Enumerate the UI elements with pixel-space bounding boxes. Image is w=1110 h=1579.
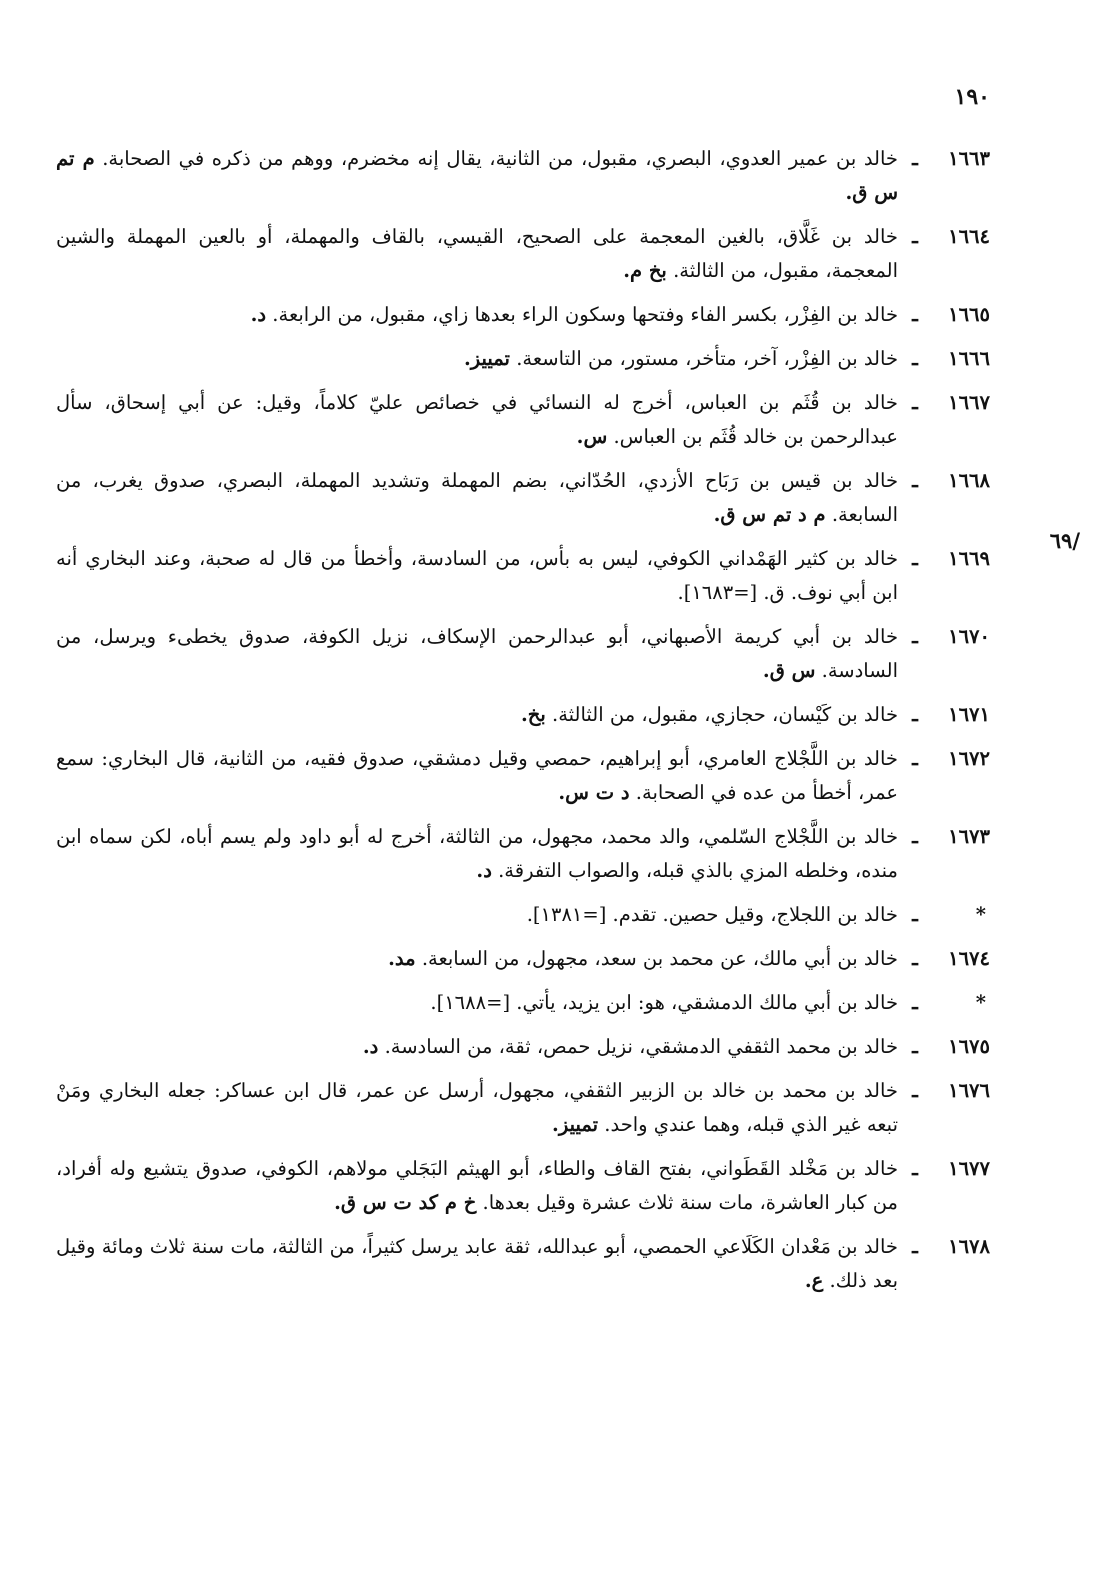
entry xyxy=(56,342,990,376)
entry-text xyxy=(56,542,898,610)
entry-number: ١٦٦٥ xyxy=(948,303,990,326)
entry-text xyxy=(56,1074,898,1142)
entry-body: خالد بن كثير الهَمْداني الكوفي، ليس به بأس، من السادسة، وأخطأ من قال له صحبة، وعند البخاري أنه ابن أبي نوف. ق. [=١٦٨٣]. xyxy=(56,547,898,604)
entry xyxy=(56,1230,990,1298)
entry-dash: ـ xyxy=(912,747,918,770)
entry-number: ١٦٦٧ xyxy=(948,391,990,414)
entry-dash: ـ xyxy=(912,903,918,926)
entry-symbols: خ م كد ت س ق. xyxy=(334,1191,477,1214)
entry-symbols: بخ. xyxy=(520,703,546,726)
entry-symbols: د. xyxy=(250,303,267,326)
entry-body: خالد بن الفِزْر، بكسر الفاء وفتحها وسكون الراء بعدها زاي، مقبول، من الرابعة. xyxy=(272,303,898,326)
entry-body: خالد بن قُثَم بن العباس، أخرج له النسائي في خصائص عليّ كلاماً، وقيل: عن أبي إسحاق، سأل عبدالرحمن بن خالد قُثَم بن العباس. xyxy=(56,391,898,448)
entry-dash: ـ xyxy=(912,303,918,326)
entry-body: خالد بن الفِزْر، آخر، متأخر، مستور، من التاسعة. xyxy=(516,347,898,370)
entry-body: خالد بن محمد بن خالد بن الزبير الثقفي، مجهول، أرسل عن عمر، قال ابن عساكر: جعله البخاري ومَنْ تبعه غير الذي قبله، وهما عندي واحد. xyxy=(56,1079,898,1136)
entry-text xyxy=(56,698,898,732)
entries-list xyxy=(56,142,990,1308)
entry-symbols: تمييز. xyxy=(552,1113,599,1136)
entry-dash: ـ xyxy=(912,947,918,970)
entry-dash: ـ xyxy=(912,625,918,648)
entry-dash: ـ xyxy=(912,1235,918,1258)
entry-number: ١٦٦٤ xyxy=(948,225,990,248)
entry-number: ١٦٦٦ xyxy=(948,347,990,370)
entry-body: خالد بن مَخْلد القَطَواني، بفتح القاف والطاء، أبو الهيثم البَجَلي مولاهم، الكوفي، صدوق يتشيع وله أفراد، من كبار العاشرة، مات سنة ثلاث عشرة وقيل بعدها. xyxy=(56,1157,898,1214)
entry-number: ١٦٧٦ xyxy=(948,1079,990,1102)
entry-body: خالد بن أبي مالك الدمشقي، هو: ابن يزيد، يأتي. [=١٦٨٨]. xyxy=(430,991,898,1014)
entry-symbols: م د تم س ق. xyxy=(713,503,826,526)
entry-text xyxy=(56,342,898,376)
entry-body: خالد بن غَلَّاق، بالغين المعجمة على الصحيح، القيسي، بالقاف والمهملة، أو بالعين المهملة والشين المعجمة، مقبول، من الثالثة. xyxy=(56,225,898,282)
entry-symbols: بخ م. xyxy=(623,259,667,282)
entry-dash: ـ xyxy=(912,1035,918,1058)
entry-dash: ـ xyxy=(912,391,918,414)
entry-dash: ـ xyxy=(912,469,918,492)
entry-number: ١٦٧٤ xyxy=(948,947,990,970)
entry-text xyxy=(56,986,898,1020)
entry-text xyxy=(56,298,898,332)
entry-number: ١٦٧٠ xyxy=(948,625,990,648)
entry-dash: ـ xyxy=(912,1079,918,1102)
entry-text xyxy=(56,742,898,810)
entry-body: خالد بن كَيْسان، حجازي، مقبول، من الثالثة. xyxy=(552,703,898,726)
entry-text xyxy=(56,464,898,532)
page-number: ١٩٠ xyxy=(954,84,990,110)
entry-number: ١٦٧٣ xyxy=(948,825,990,848)
entry xyxy=(56,1074,990,1142)
entry-body: خالد بن اللَّجْلاج السّلمي، والد محمد، مجهول، من الثالثة، أخرج له أبو داود ولم يسم أباه، لكن سماه ابن منده، وخلطه المزي بالذي قبله، والصواب التفرقة. xyxy=(56,825,898,882)
entry-number: ١٦٧٢ xyxy=(948,747,990,770)
entry xyxy=(56,620,990,688)
entry-number: ١٦٦٨ xyxy=(948,469,990,492)
entry-symbols: د ت س. xyxy=(558,781,630,804)
entry-number: ١٦٦٣ xyxy=(948,147,990,170)
entry xyxy=(56,820,990,888)
entry-body: خالد بن محمد الثقفي الدمشقي، نزيل حمص، ثقة، من السادسة. xyxy=(384,1035,898,1058)
entry-dash: ـ xyxy=(912,825,918,848)
entry-dash: ـ xyxy=(912,347,918,370)
entry-symbols: س. xyxy=(576,425,608,448)
entry-body: خالد بن قيس بن رَبَاح الأزدي، الحُدّاني، بضم المهملة وتشديد المهملة، البصري، صدوق يغرب، من السابعة. xyxy=(56,469,898,526)
entry-symbols: د. xyxy=(476,859,492,882)
entry-dash: ـ xyxy=(912,1157,918,1180)
entry-dash: ـ xyxy=(912,225,918,248)
entry-symbols: م تم س ق. xyxy=(56,147,898,204)
entry-body: خالد بن مَعْدان الكَلَاعي الحمصي، أبو عبدالله، ثقة عابد يرسل كثيراً، من الثالثة، مات سنة ثلاث ومائة وقيل بعد ذلك. xyxy=(56,1235,898,1292)
entry-text xyxy=(56,386,898,454)
entry-body: خالد بن اللَّجْلاج العامري، أبو إبراهيم، حمصي وقيل دمشقي، صدوق فقيه، من الثانية، قال البخاري: سمع عمر، أخطأ من عده في الصحابة. xyxy=(56,747,898,804)
entry xyxy=(56,1152,990,1220)
entry-text xyxy=(56,620,898,688)
entry xyxy=(56,142,990,210)
entry-body: خالد بن أبي مالك، عن محمد بن سعد، مجهول، من السابعة. xyxy=(421,947,898,970)
cross-reference-star: * xyxy=(975,903,986,926)
entry xyxy=(56,386,990,454)
entry-number: ١٦٦٩ xyxy=(948,547,990,570)
entry-text xyxy=(56,220,898,288)
margin-note: ٦٩/ xyxy=(1049,528,1080,553)
entry-number: ١٦٧٥ xyxy=(948,1035,990,1058)
entry-cross-reference xyxy=(56,986,990,1020)
entry xyxy=(56,298,990,332)
entry-body: خالد بن اللجلاج، وقيل حصين. تقدم. [=١٣٨١]. xyxy=(526,903,898,926)
entry-text xyxy=(56,142,898,210)
entry-text xyxy=(56,1152,898,1220)
entry-symbols: مد. xyxy=(388,947,416,970)
entry-text xyxy=(56,1230,898,1298)
entry-symbols: س ق. xyxy=(762,659,816,682)
cross-reference-star: * xyxy=(975,991,986,1014)
entry-text xyxy=(56,942,898,976)
entry-dash: ـ xyxy=(912,147,918,170)
entry-symbols: تمييز. xyxy=(463,347,510,370)
entry-text xyxy=(56,820,898,888)
entry xyxy=(56,698,990,732)
entry-symbols: ع. xyxy=(804,1269,824,1292)
entry-dash: ـ xyxy=(912,703,918,726)
entry-number: ١٦٧٨ xyxy=(948,1235,990,1258)
entry xyxy=(56,464,990,532)
entry xyxy=(56,742,990,810)
entry-dash: ـ xyxy=(912,547,918,570)
entry-cross-reference xyxy=(56,898,990,932)
entry-body: خالد بن عمير العدوي، البصري، مقبول، من الثانية، يقال إنه مخضرم، ووهم من ذكره في الصحابة. xyxy=(102,147,898,170)
entry xyxy=(56,542,990,610)
entry-symbols: د. xyxy=(362,1035,379,1058)
entry-text xyxy=(56,898,898,932)
entry-dash: ـ xyxy=(912,991,918,1014)
entry xyxy=(56,220,990,288)
entry-number: ١٦٧١ xyxy=(948,703,990,726)
entry xyxy=(56,942,990,976)
entry xyxy=(56,1030,990,1064)
entry-body: خالد بن أبي كريمة الأصبهاني، أبو عبدالرحمن الإسكاف، نزيل الكوفة، صدوق يخطىء ويرسل، من السادسة. xyxy=(56,625,898,682)
entry-number: ١٦٧٧ xyxy=(948,1157,990,1180)
entry-text xyxy=(56,1030,898,1064)
